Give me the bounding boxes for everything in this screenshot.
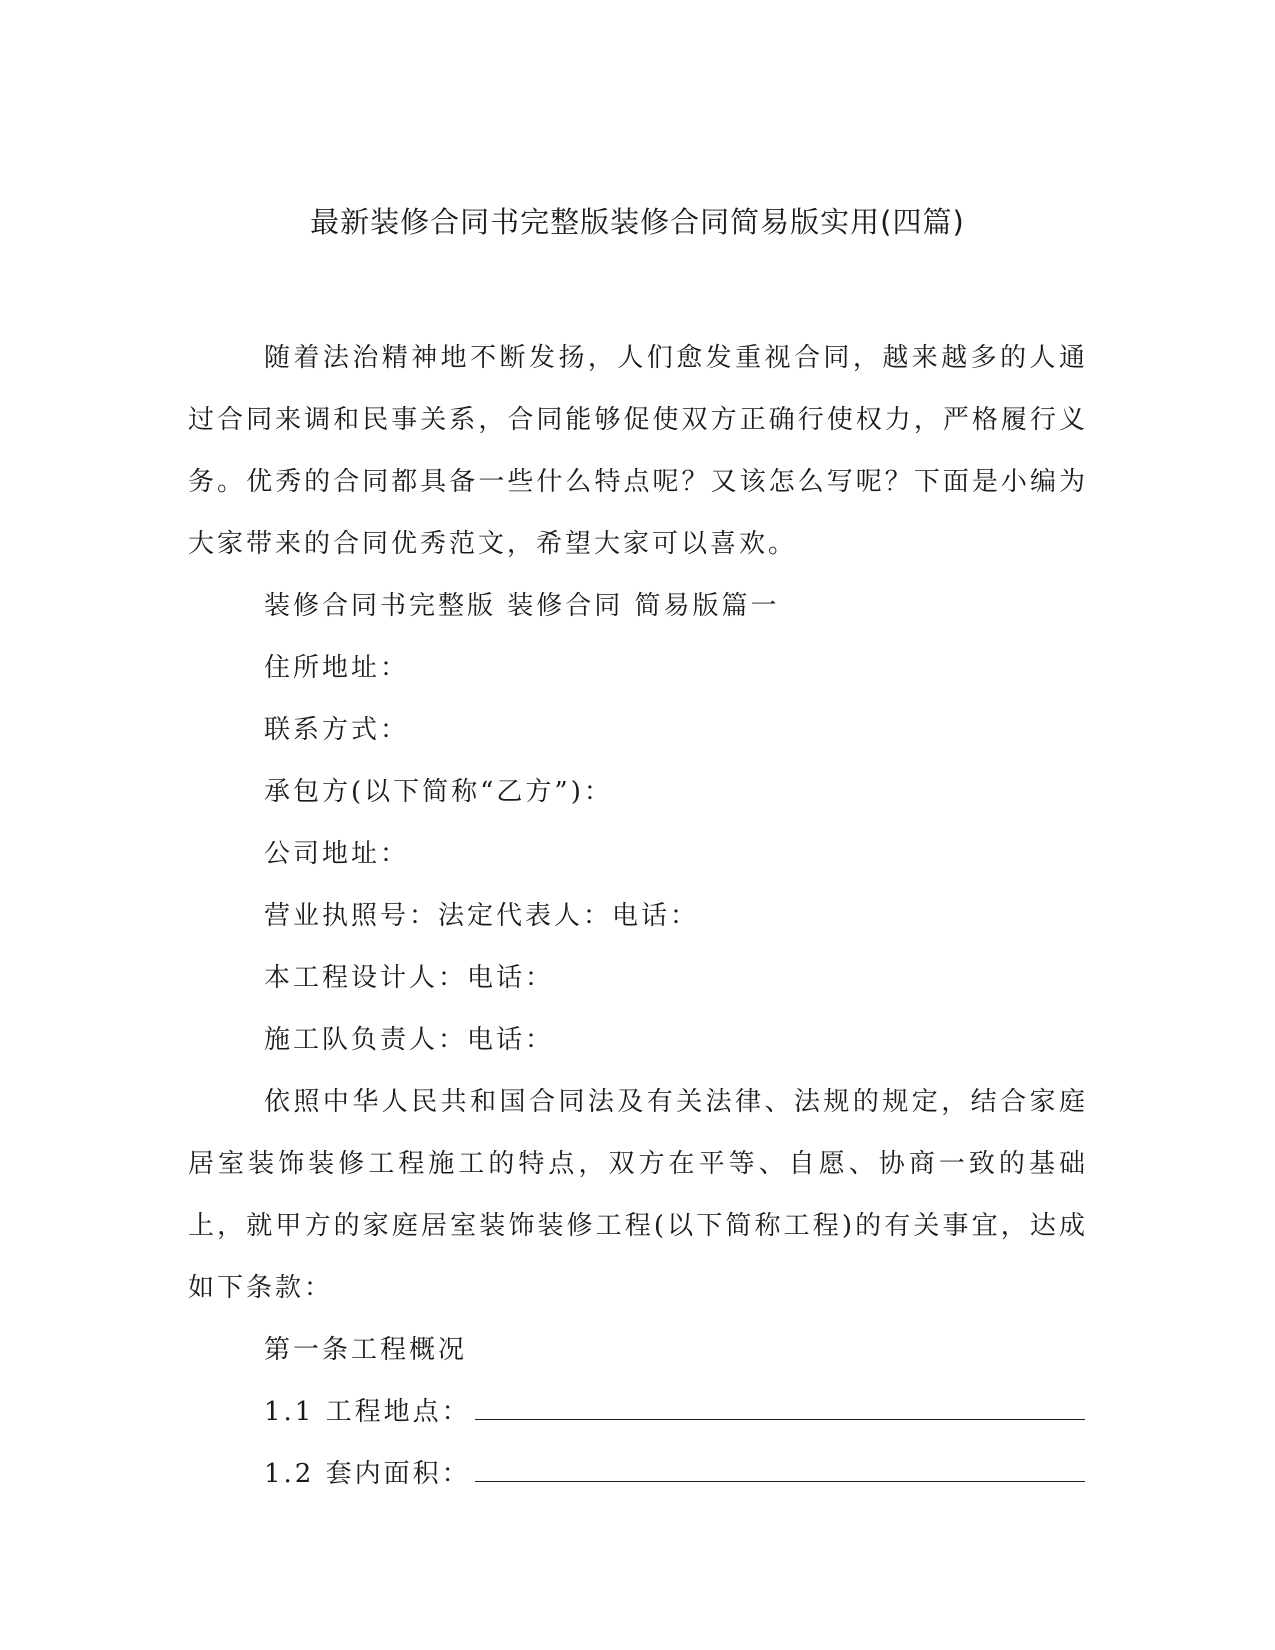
article-1-heading: 第一条工程概况 [264,1335,468,1365]
address-field: 住所地址： [264,653,410,683]
interior-area-blank [475,1459,1085,1482]
intro-paragraph: 随着法治精神地不断发扬，人们愈发重视合同，越来越多的人通过合同来调和民事关系，合同能够促使双方正确行使权力，严格履行义务。优秀的合同都具备一些什么特点呢？又该怎么写呢？下面是小编为大家带来的合同优秀范文，希望大家可以喜欢。 [188,343,1088,559]
item-1-1-label: 1.1 工程地点： [264,1397,471,1427]
designer-field-line: 本工程设计人：电话： [264,963,555,993]
contact-field: 联系方式： [264,715,410,745]
item-1-1 [188,1381,1088,1443]
basis-paragraph: 依照中华人民共和国合同法及有关法律、法规的规定，结合家庭居室装饰装修工程施工的特点，双方在平等、自愿、协商一致的基础上，就甲方的家庭居室装饰装修工程(以下简称工程)的有关事宜，达成如下条款： [188,1087,1088,1303]
section-heading: 装修合同书完整版 装修合同 简易版篇一 [264,591,780,621]
item-1-2 [188,1443,1088,1505]
item-1-2-label: 1.2 套内面积： [264,1459,471,1489]
team-leader-field-line: 施工队负责人：电话： [264,1025,555,1055]
company-address-field: 公司地址： [264,839,410,869]
document-body [188,327,1088,1505]
project-location-blank [475,1397,1085,1420]
contractor-field: 承包方(以下简称“乙方”)： [264,777,613,807]
document-title: 最新装修合同书完整版装修合同简易版实用(四篇) [310,205,965,239]
license-field-line: 营业执照号：法定代表人：电话： [264,901,700,931]
